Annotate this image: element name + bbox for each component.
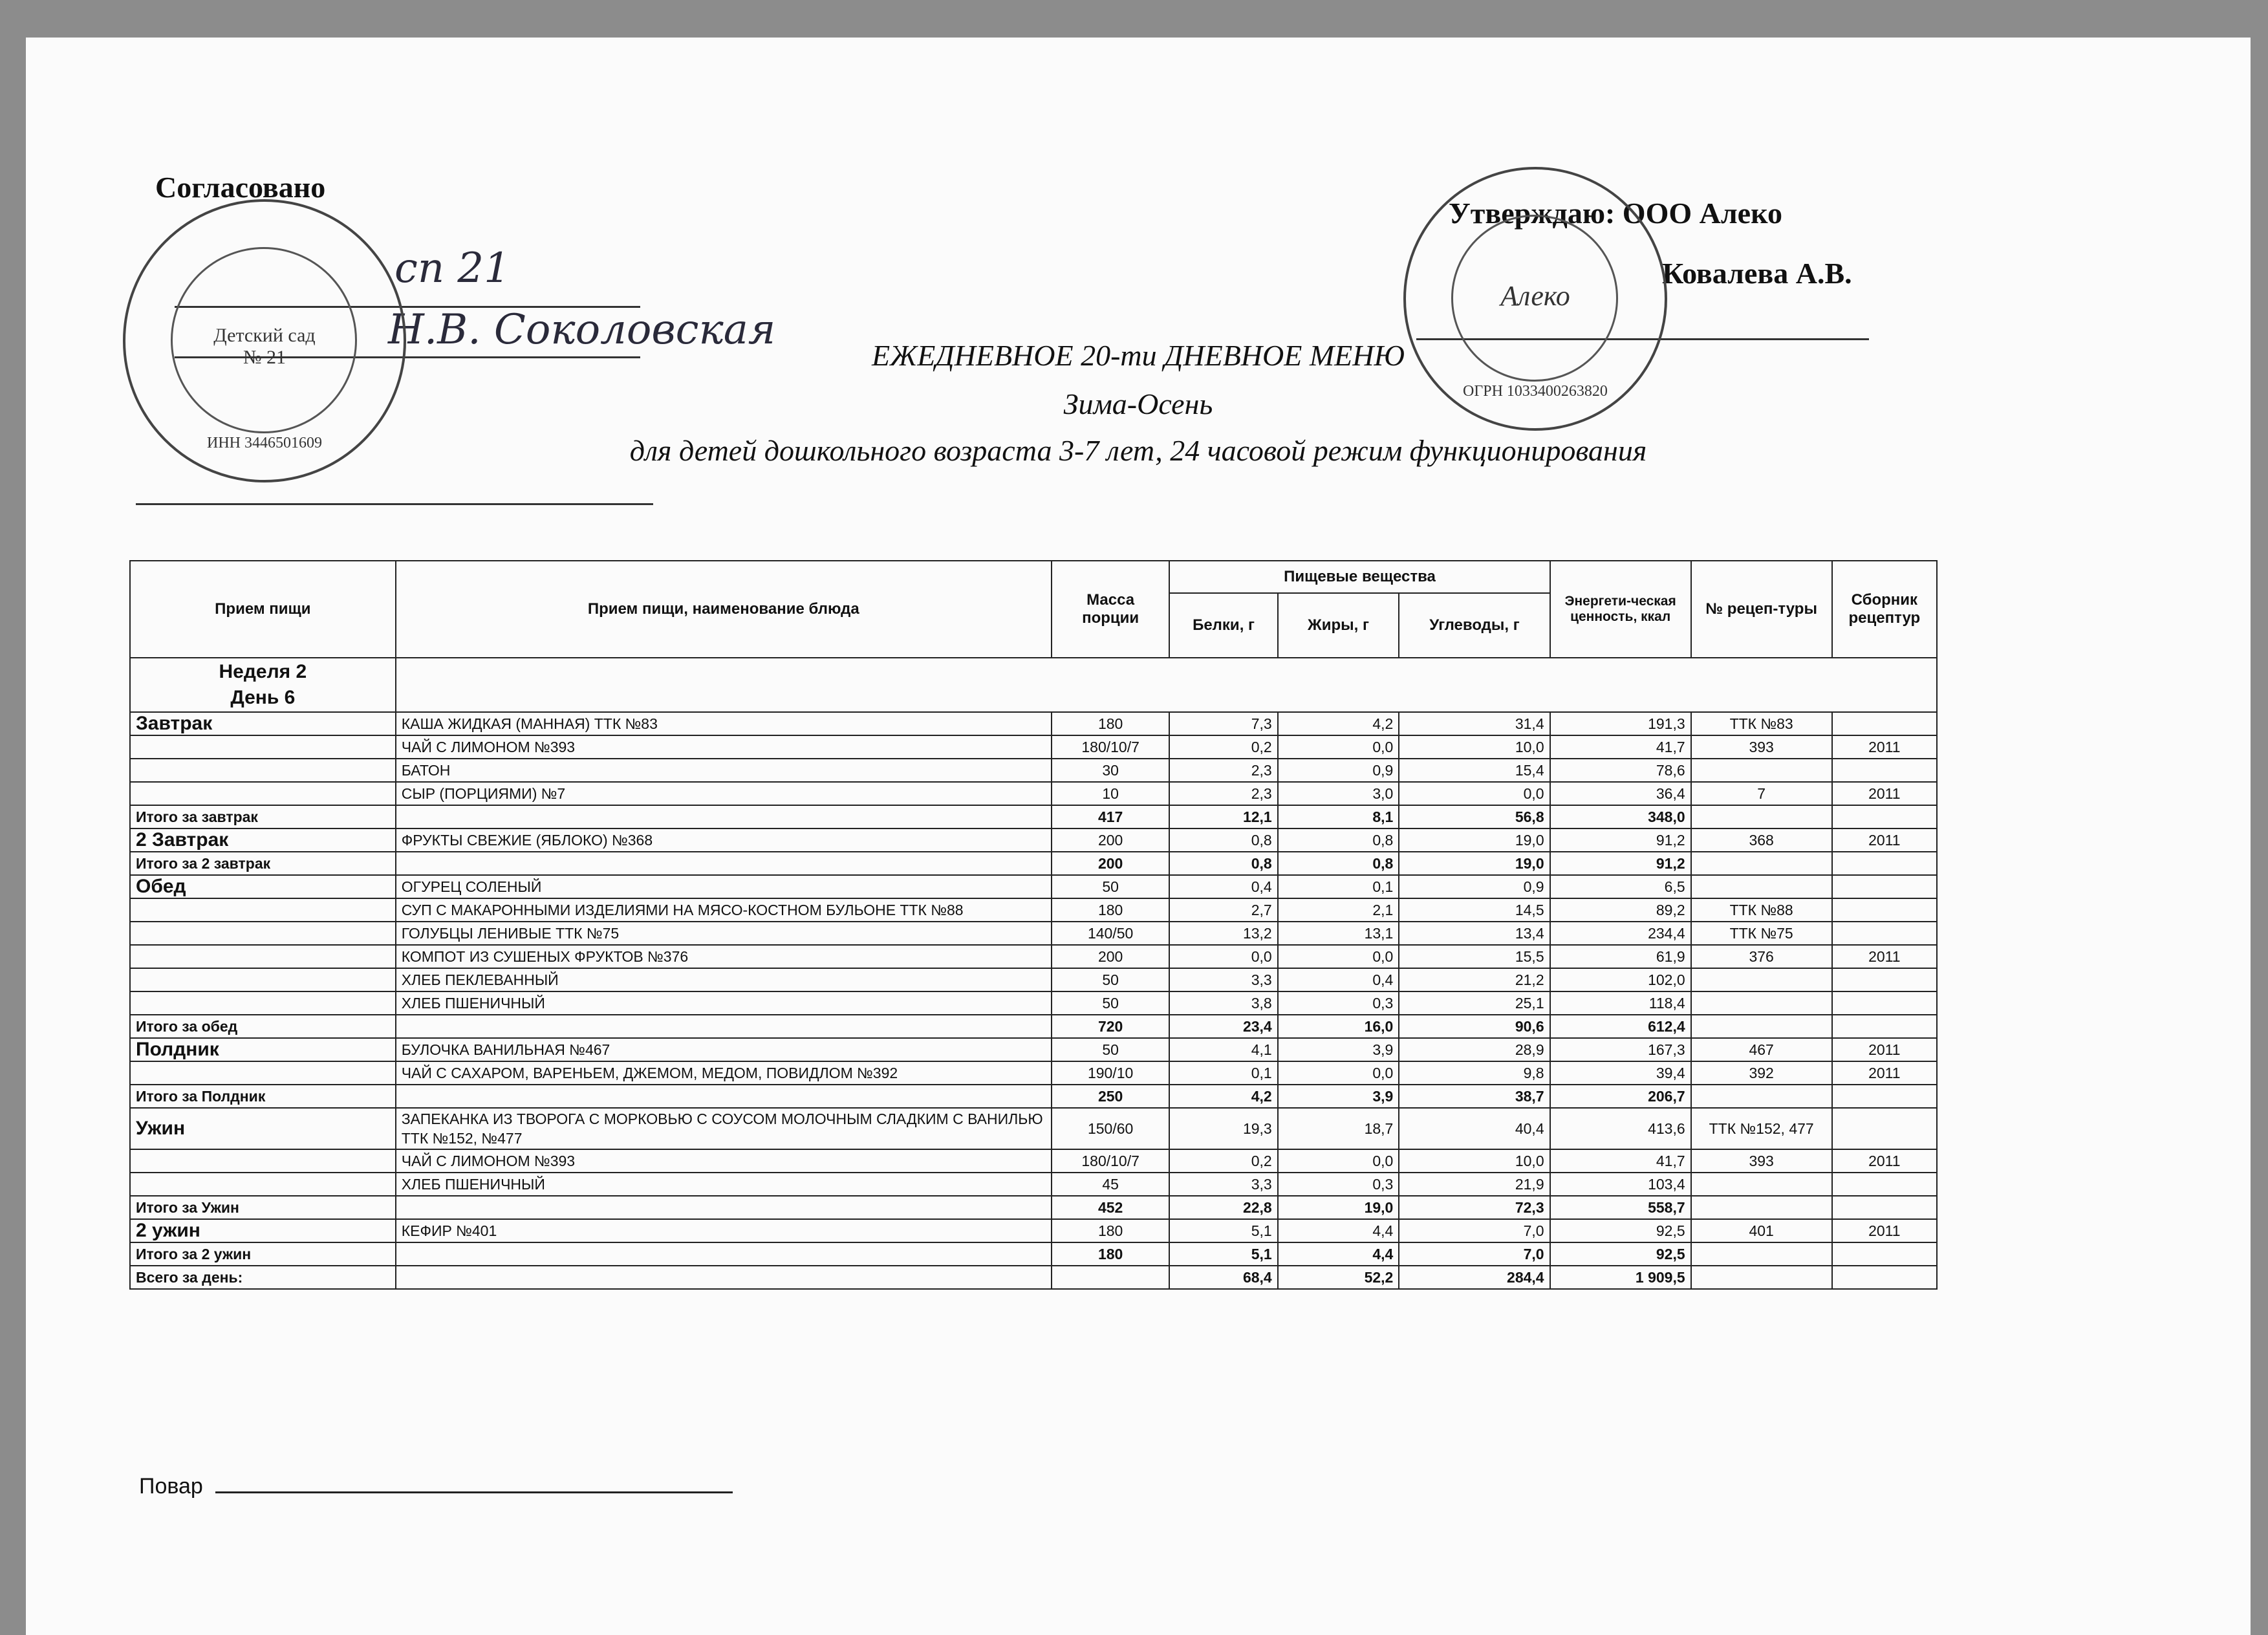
cell-carbs: 72,3 bbox=[1399, 1196, 1550, 1219]
cell-collection: 2011 bbox=[1832, 735, 1937, 759]
cell-mass: 200 bbox=[1052, 852, 1170, 875]
cell-dish: ЧАЙ С САХАРОМ, ВАРЕНЬЕМ, ДЖЕМОМ, МЕДОМ, ПОВИДЛОМ №392 bbox=[396, 1061, 1052, 1085]
menu-season: Зима-Осень bbox=[1063, 387, 1213, 420]
cell-collection bbox=[1832, 1085, 1937, 1108]
cell-recipe bbox=[1691, 759, 1832, 782]
cell-protein: 0,4 bbox=[1169, 875, 1277, 898]
cell-protein: 0,1 bbox=[1169, 1061, 1277, 1085]
cell-mass: 180 bbox=[1052, 1242, 1170, 1266]
cell-collection bbox=[1832, 1242, 1937, 1266]
cell-recipe: ТТК №88 bbox=[1691, 898, 1832, 922]
cell-protein: 4,2 bbox=[1169, 1085, 1277, 1108]
cell-recipe bbox=[1691, 968, 1832, 991]
menu-body bbox=[130, 712, 1937, 1289]
cell-fat: 13,1 bbox=[1278, 922, 1399, 945]
cell-energy: 348,0 bbox=[1550, 805, 1691, 828]
cell-dish: ЧАЙ С ЛИМОНОМ №393 bbox=[396, 1149, 1052, 1173]
cell-fat: 16,0 bbox=[1278, 1015, 1399, 1038]
menu-subtitle: для детей дошкольного возраста 3-7 лет, 24 часовой режим функционирования bbox=[629, 434, 1647, 467]
handwritten-signature-1: сп 21 bbox=[394, 244, 510, 292]
cell-fat: 3,9 bbox=[1278, 1038, 1399, 1061]
cell-recipe: ТТК №152, 477 bbox=[1691, 1108, 1832, 1149]
cell-energy: 41,7 bbox=[1550, 1149, 1691, 1173]
cell-energy: 206,7 bbox=[1550, 1085, 1691, 1108]
table-row bbox=[130, 782, 1937, 805]
cell-carbs: 90,6 bbox=[1399, 1015, 1550, 1038]
total-row bbox=[130, 1242, 1937, 1266]
cell-meal: Итого за 2 ужин bbox=[130, 1242, 396, 1266]
cell-recipe: 467 bbox=[1691, 1038, 1832, 1061]
approver-name: Ковалева А.В. bbox=[1662, 257, 1852, 290]
cell-meal: Итого за обед bbox=[130, 1015, 396, 1038]
cell-meal: 2 ужин bbox=[130, 1219, 396, 1242]
cell-recipe bbox=[1691, 1173, 1832, 1196]
cell-collection: 2011 bbox=[1832, 828, 1937, 852]
header-recipe: № рецеп-туры bbox=[1691, 561, 1832, 658]
cell-recipe bbox=[1691, 1085, 1832, 1108]
stamp-left-center-text: Детский сад № 21 bbox=[213, 325, 316, 368]
cell-protein: 0,2 bbox=[1169, 735, 1277, 759]
cell-dish bbox=[396, 805, 1052, 828]
cell-carbs: 0,9 bbox=[1399, 875, 1550, 898]
cell-energy: 118,4 bbox=[1550, 991, 1691, 1015]
stamp-left-inn: ИНН 3446501609 bbox=[207, 435, 322, 451]
cell-fat: 0,0 bbox=[1278, 735, 1399, 759]
cell-recipe bbox=[1691, 1196, 1832, 1219]
cell-mass: 720 bbox=[1052, 1015, 1170, 1038]
cell-fat: 0,3 bbox=[1278, 991, 1399, 1015]
cell-meal: Обед bbox=[130, 875, 396, 898]
cell-dish: БУЛОЧКА ВАНИЛЬНАЯ №467 bbox=[396, 1038, 1052, 1061]
cell-fat: 0,4 bbox=[1278, 968, 1399, 991]
cell-mass: 10 bbox=[1052, 782, 1170, 805]
cell-energy: 1 909,5 bbox=[1550, 1266, 1691, 1289]
cell-protein: 0,0 bbox=[1169, 945, 1277, 968]
cell-mass: 45 bbox=[1052, 1173, 1170, 1196]
cell-protein: 3,3 bbox=[1169, 1173, 1277, 1196]
cell-dish bbox=[396, 1266, 1052, 1289]
cell-carbs: 28,9 bbox=[1399, 1038, 1550, 1061]
cell-meal bbox=[130, 968, 396, 991]
cell-energy: 234,4 bbox=[1550, 922, 1691, 945]
cell-meal bbox=[130, 1149, 396, 1173]
cell-recipe: 376 bbox=[1691, 945, 1832, 968]
handwritten-signature-2: Н.В. Соколовская bbox=[388, 306, 776, 354]
cell-energy: 103,4 bbox=[1550, 1173, 1691, 1196]
cell-dish: БАТОН bbox=[396, 759, 1052, 782]
header-protein: Белки, г bbox=[1169, 593, 1277, 658]
cell-meal: Всего за день: bbox=[130, 1266, 396, 1289]
cell-carbs: 7,0 bbox=[1399, 1242, 1550, 1266]
cell-protein: 5,1 bbox=[1169, 1242, 1277, 1266]
table-row bbox=[130, 1038, 1937, 1061]
cell-fat: 0,3 bbox=[1278, 1173, 1399, 1196]
cell-dish: СУП С МАКАРОННЫМИ ИЗДЕЛИЯМИ НА МЯСО-КОСТНОМ БУЛЬОНЕ ТТК №88 bbox=[396, 898, 1052, 922]
cell-recipe: 393 bbox=[1691, 735, 1832, 759]
week-day-filler bbox=[396, 658, 1937, 712]
cell-carbs: 13,4 bbox=[1399, 922, 1550, 945]
cell-fat: 0,0 bbox=[1278, 945, 1399, 968]
cell-recipe: 401 bbox=[1691, 1219, 1832, 1242]
cell-fat: 3,9 bbox=[1278, 1085, 1399, 1108]
cell-energy: 91,2 bbox=[1550, 852, 1691, 875]
cell-energy: 41,7 bbox=[1550, 735, 1691, 759]
cell-carbs: 9,8 bbox=[1399, 1061, 1550, 1085]
cell-energy: 61,9 bbox=[1550, 945, 1691, 968]
cell-mass: 180 bbox=[1052, 898, 1170, 922]
cell-recipe: 392 bbox=[1691, 1061, 1832, 1085]
cell-collection: 2011 bbox=[1832, 1219, 1937, 1242]
cell-mass: 180 bbox=[1052, 1219, 1170, 1242]
menu-table bbox=[129, 560, 1938, 1290]
cell-protein: 7,3 bbox=[1169, 712, 1277, 735]
agreed-label: Согласовано bbox=[155, 171, 326, 204]
cell-collection bbox=[1832, 1173, 1937, 1196]
cell-energy: 167,3 bbox=[1550, 1038, 1691, 1061]
day-label: День 6 bbox=[230, 687, 296, 708]
table-row bbox=[130, 1173, 1937, 1196]
cell-protein: 13,2 bbox=[1169, 922, 1277, 945]
cell-fat: 0,0 bbox=[1278, 1061, 1399, 1085]
cell-fat: 0,0 bbox=[1278, 1149, 1399, 1173]
cell-dish: ЗАПЕКАНКА ИЗ ТВОРОГА С МОРКОВЬЮ С СОУСОМ МОЛОЧНЫМ СЛАДКИМ С ВАНИЛЬЮ ТТК №152, №477 bbox=[396, 1108, 1052, 1149]
cell-energy: 89,2 bbox=[1550, 898, 1691, 922]
cell-dish: СЫР (ПОРЦИЯМИ) №7 bbox=[396, 782, 1052, 805]
table-row bbox=[130, 991, 1937, 1015]
cell-energy: 558,7 bbox=[1550, 1196, 1691, 1219]
cell-meal: Полдник bbox=[130, 1038, 396, 1061]
cell-protein: 5,1 bbox=[1169, 1219, 1277, 1242]
header-fat: Жиры, г bbox=[1278, 593, 1399, 658]
cell-collection bbox=[1832, 759, 1937, 782]
cell-dish bbox=[396, 1242, 1052, 1266]
cell-carbs: 7,0 bbox=[1399, 1219, 1550, 1242]
cell-carbs: 21,2 bbox=[1399, 968, 1550, 991]
cell-protein: 0,2 bbox=[1169, 1149, 1277, 1173]
week-day-cell bbox=[130, 658, 396, 712]
cell-meal bbox=[130, 898, 396, 922]
cook-signature-label bbox=[139, 1472, 733, 1499]
cell-mass: 200 bbox=[1052, 945, 1170, 968]
cell-meal: Ужин bbox=[130, 1108, 396, 1149]
approved-label: Утверждаю: ООО Алеко bbox=[1449, 197, 1782, 230]
cell-meal bbox=[130, 1061, 396, 1085]
cell-mass: 250 bbox=[1052, 1085, 1170, 1108]
cell-fat: 2,1 bbox=[1278, 898, 1399, 922]
cell-mass: 30 bbox=[1052, 759, 1170, 782]
cell-meal bbox=[130, 1173, 396, 1196]
cell-collection bbox=[1832, 991, 1937, 1015]
cell-energy: 36,4 bbox=[1550, 782, 1691, 805]
cell-collection: 2011 bbox=[1832, 1149, 1937, 1173]
cell-carbs: 15,5 bbox=[1399, 945, 1550, 968]
cell-fat: 4,2 bbox=[1278, 712, 1399, 735]
cell-mass bbox=[1052, 1266, 1170, 1289]
cell-meal bbox=[130, 945, 396, 968]
cell-fat: 52,2 bbox=[1278, 1266, 1399, 1289]
header-meal: Прием пищи bbox=[130, 561, 396, 658]
cell-dish: ХЛЕБ ПЕКЛЕВАННЫЙ bbox=[396, 968, 1052, 991]
cell-fat: 4,4 bbox=[1278, 1219, 1399, 1242]
cell-meal bbox=[130, 759, 396, 782]
cell-protein: 22,8 bbox=[1169, 1196, 1277, 1219]
cell-collection bbox=[1832, 1015, 1937, 1038]
cell-energy: 91,2 bbox=[1550, 828, 1691, 852]
cell-energy: 191,3 bbox=[1550, 712, 1691, 735]
table-row bbox=[130, 712, 1937, 735]
week-label: Неделя 2 bbox=[219, 661, 307, 682]
table-row bbox=[130, 945, 1937, 968]
cell-dish bbox=[396, 1015, 1052, 1038]
cell-recipe bbox=[1691, 875, 1832, 898]
cell-dish: ОГУРЕЦ СОЛЕНЫЙ bbox=[396, 875, 1052, 898]
cell-recipe bbox=[1691, 852, 1832, 875]
header-mass: Масса порции bbox=[1052, 561, 1170, 658]
cell-collection: 2011 bbox=[1832, 782, 1937, 805]
header-nutrients: Пищевые вещества bbox=[1169, 561, 1550, 593]
cell-dish bbox=[396, 852, 1052, 875]
cell-dish: ФРУКТЫ СВЕЖИЕ (ЯБЛОКО) №368 bbox=[396, 828, 1052, 852]
cell-collection bbox=[1832, 1266, 1937, 1289]
cell-carbs: 19,0 bbox=[1399, 828, 1550, 852]
cell-collection bbox=[1832, 898, 1937, 922]
table-row bbox=[130, 968, 1937, 991]
cook-signature-line bbox=[215, 1472, 733, 1493]
cell-recipe: 393 bbox=[1691, 1149, 1832, 1173]
cell-mass: 150/60 bbox=[1052, 1108, 1170, 1149]
cell-protein: 3,8 bbox=[1169, 991, 1277, 1015]
cell-meal: Итого за 2 завтрак bbox=[130, 852, 396, 875]
total-row bbox=[130, 805, 1937, 828]
cell-fat: 4,4 bbox=[1278, 1242, 1399, 1266]
cell-carbs: 10,0 bbox=[1399, 735, 1550, 759]
cell-energy: 92,5 bbox=[1550, 1219, 1691, 1242]
menu-title: ЕЖЕДНЕВНОЕ 20-ти ДНЕВНОЕ МЕНЮ bbox=[872, 339, 1405, 372]
total-row bbox=[130, 1266, 1937, 1289]
cell-meal: Итого за Ужин bbox=[130, 1196, 396, 1219]
cell-dish: КЕФИР №401 bbox=[396, 1219, 1052, 1242]
cell-protein: 0,8 bbox=[1169, 852, 1277, 875]
cell-protein: 2,3 bbox=[1169, 782, 1277, 805]
cell-collection bbox=[1832, 875, 1937, 898]
cell-carbs: 19,0 bbox=[1399, 852, 1550, 875]
cell-recipe: ТТК №75 bbox=[1691, 922, 1832, 945]
cell-dish bbox=[396, 1196, 1052, 1219]
header-collection: Сборник рецептур bbox=[1832, 561, 1937, 658]
cell-fat: 18,7 bbox=[1278, 1108, 1399, 1149]
cell-mass: 417 bbox=[1052, 805, 1170, 828]
cell-dish: ХЛЕБ ПШЕНИЧНЫЙ bbox=[396, 991, 1052, 1015]
cell-meal: Итого за завтрак bbox=[130, 805, 396, 828]
cell-recipe bbox=[1691, 805, 1832, 828]
cook-label: Повар bbox=[139, 1474, 203, 1499]
cell-protein: 68,4 bbox=[1169, 1266, 1277, 1289]
total-row bbox=[130, 852, 1937, 875]
cell-dish: ГОЛУБЦЫ ЛЕНИВЫЕ ТТК №75 bbox=[396, 922, 1052, 945]
cell-mass: 50 bbox=[1052, 875, 1170, 898]
cell-recipe bbox=[1691, 1015, 1832, 1038]
cell-collection bbox=[1832, 852, 1937, 875]
table-row bbox=[130, 735, 1937, 759]
cell-meal bbox=[130, 735, 396, 759]
table-row bbox=[130, 898, 1937, 922]
cell-fat: 3,0 bbox=[1278, 782, 1399, 805]
cell-meal: Завтрак bbox=[130, 712, 396, 735]
table-row bbox=[130, 759, 1937, 782]
cell-mass: 180/10/7 bbox=[1052, 1149, 1170, 1173]
cell-collection bbox=[1832, 968, 1937, 991]
cell-mass: 50 bbox=[1052, 991, 1170, 1015]
cell-dish: КОМПОТ ИЗ СУШЕНЫХ ФРУКТОВ №376 bbox=[396, 945, 1052, 968]
cell-energy: 39,4 bbox=[1550, 1061, 1691, 1085]
cell-carbs: 56,8 bbox=[1399, 805, 1550, 828]
cell-protein: 19,3 bbox=[1169, 1108, 1277, 1149]
cell-mass: 140/50 bbox=[1052, 922, 1170, 945]
cell-carbs: 31,4 bbox=[1399, 712, 1550, 735]
cell-dish: ХЛЕБ ПШЕНИЧНЫЙ bbox=[396, 1173, 1052, 1196]
cell-fat: 0,9 bbox=[1278, 759, 1399, 782]
header-carbs: Углеводы, г bbox=[1399, 593, 1550, 658]
total-row bbox=[130, 1085, 1937, 1108]
cell-carbs: 38,7 bbox=[1399, 1085, 1550, 1108]
cell-mass: 50 bbox=[1052, 1038, 1170, 1061]
cell-dish: КАША ЖИДКАЯ (МАННАЯ) ТТК №83 bbox=[396, 712, 1052, 735]
cell-collection: 2011 bbox=[1832, 1061, 1937, 1085]
cell-fat: 8,1 bbox=[1278, 805, 1399, 828]
cell-protein: 12,1 bbox=[1169, 805, 1277, 828]
cell-energy: 6,5 bbox=[1550, 875, 1691, 898]
cell-energy: 612,4 bbox=[1550, 1015, 1691, 1038]
cell-carbs: 25,1 bbox=[1399, 991, 1550, 1015]
table-row bbox=[130, 1149, 1937, 1173]
cell-carbs: 40,4 bbox=[1399, 1108, 1550, 1149]
cell-recipe bbox=[1691, 991, 1832, 1015]
cell-mass: 180/10/7 bbox=[1052, 735, 1170, 759]
cell-energy: 92,5 bbox=[1550, 1242, 1691, 1266]
cell-carbs: 15,4 bbox=[1399, 759, 1550, 782]
cell-energy: 78,6 bbox=[1550, 759, 1691, 782]
cell-mass: 50 bbox=[1052, 968, 1170, 991]
stamp-right-center-text: Алеко bbox=[1500, 280, 1570, 312]
cell-recipe: 7 bbox=[1691, 782, 1832, 805]
cell-fat: 19,0 bbox=[1278, 1196, 1399, 1219]
cell-mass: 190/10 bbox=[1052, 1061, 1170, 1085]
table-row bbox=[130, 828, 1937, 852]
cell-carbs: 14,5 bbox=[1399, 898, 1550, 922]
cell-protein: 0,8 bbox=[1169, 828, 1277, 852]
stamp-right-ogrn: ОГРН 1033400263820 bbox=[1463, 383, 1608, 400]
total-row bbox=[130, 1015, 1937, 1038]
cell-protein: 3,3 bbox=[1169, 968, 1277, 991]
cell-energy: 102,0 bbox=[1550, 968, 1691, 991]
signature-line-3 bbox=[136, 503, 653, 505]
cell-collection: 2011 bbox=[1832, 1038, 1937, 1061]
document-sheet bbox=[26, 38, 2251, 1635]
header-dish: Прием пищи, наименование блюда bbox=[396, 561, 1052, 658]
cell-carbs: 10,0 bbox=[1399, 1149, 1550, 1173]
cell-mass: 452 bbox=[1052, 1196, 1170, 1219]
cell-collection bbox=[1832, 1108, 1937, 1149]
table-row bbox=[130, 875, 1937, 898]
table-row bbox=[130, 1061, 1937, 1085]
cell-mass: 200 bbox=[1052, 828, 1170, 852]
cell-recipe bbox=[1691, 1242, 1832, 1266]
cell-protein: 23,4 bbox=[1169, 1015, 1277, 1038]
cell-fat: 0,1 bbox=[1278, 875, 1399, 898]
header-energy: Энергети-ческая ценность, ккал bbox=[1550, 561, 1691, 658]
cell-collection bbox=[1832, 1196, 1937, 1219]
table-row bbox=[130, 1108, 1937, 1149]
cell-energy: 413,6 bbox=[1550, 1108, 1691, 1149]
cell-carbs: 21,9 bbox=[1399, 1173, 1550, 1196]
cell-meal bbox=[130, 991, 396, 1015]
cell-meal: 2 Завтрак bbox=[130, 828, 396, 852]
cell-collection bbox=[1832, 712, 1937, 735]
cell-recipe: 368 bbox=[1691, 828, 1832, 852]
cell-fat: 0,8 bbox=[1278, 828, 1399, 852]
cell-recipe: ТТК №83 bbox=[1691, 712, 1832, 735]
cell-meal bbox=[130, 782, 396, 805]
cell-dish: ЧАЙ С ЛИМОНОМ №393 bbox=[396, 735, 1052, 759]
cell-collection: 2011 bbox=[1832, 945, 1937, 968]
cell-meal: Итого за Полдник bbox=[130, 1085, 396, 1108]
cell-protein: 4,1 bbox=[1169, 1038, 1277, 1061]
cell-collection bbox=[1832, 922, 1937, 945]
cell-carbs: 0,0 bbox=[1399, 782, 1550, 805]
cell-protein: 2,7 bbox=[1169, 898, 1277, 922]
cell-carbs: 284,4 bbox=[1399, 1266, 1550, 1289]
table-row bbox=[130, 922, 1937, 945]
table-row bbox=[130, 1219, 1937, 1242]
cell-fat: 0,8 bbox=[1278, 852, 1399, 875]
cell-meal bbox=[130, 922, 396, 945]
cell-recipe bbox=[1691, 1266, 1832, 1289]
cell-protein: 2,3 bbox=[1169, 759, 1277, 782]
total-row bbox=[130, 1196, 1937, 1219]
cell-mass: 180 bbox=[1052, 712, 1170, 735]
cell-dish bbox=[396, 1085, 1052, 1108]
cell-collection bbox=[1832, 805, 1937, 828]
